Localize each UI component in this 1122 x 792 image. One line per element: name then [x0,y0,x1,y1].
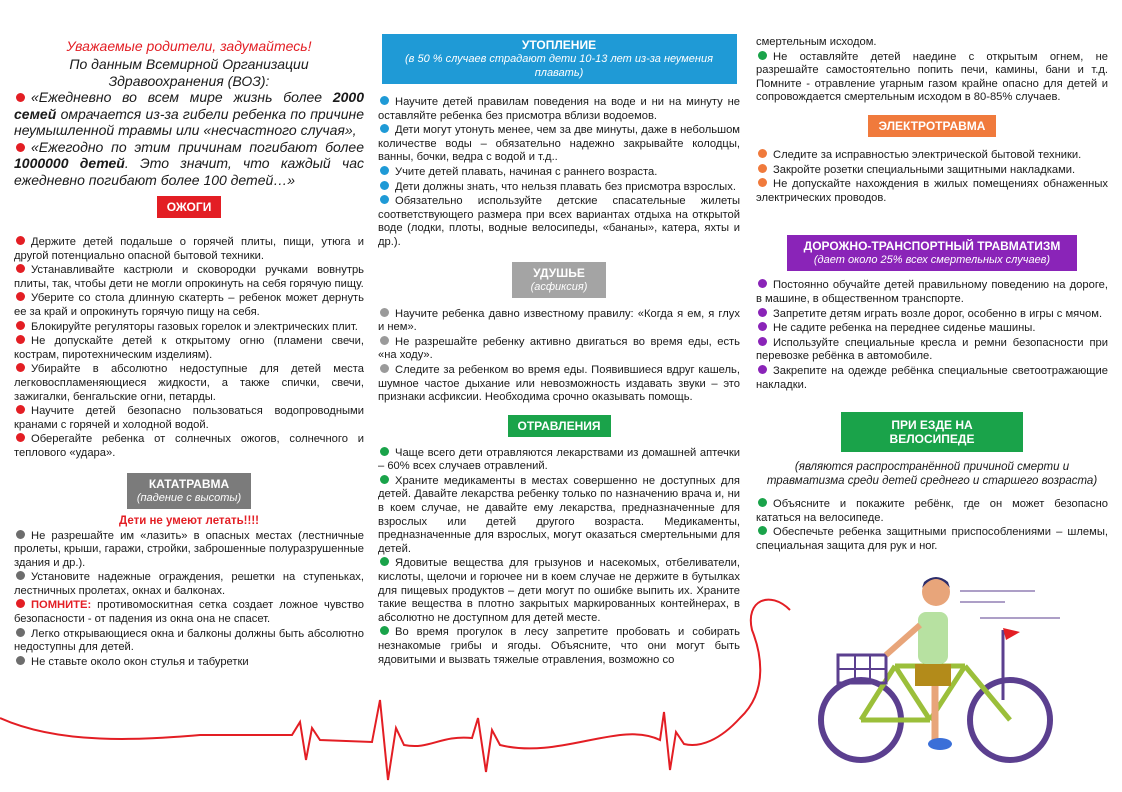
bullet-icon [758,164,767,173]
bullet-icon [380,96,389,105]
list-item: Постоянно обучайте детей правильному поведению на дороге, в машине, в общественном транспорте. [756,279,1108,305]
list-item: Ядовитые вещества для грызунов и насекомых, отбеливатели, кислоты, щелочи и горючее ни в коем случае не держите в бутылках для пищевых продуктов – дети могут по ошибке выпить их. Храните такие вещества в плотно закрытых маркированных контейнерах, в абсолютно не доступном для детей месте. [378,557,740,624]
list-item: Уберите со стола длинную скатерть – ребенок может дернуть ее за край и опрокинуть горячую пищу на себя. [14,292,364,318]
list-item: Во время прогулок в лесу запретите пробовать и собирать незнакомые грибы и ягоды. Объясните, что они могут быть ядовитыми и вызвать тяжелые отравления, возможно со [378,626,740,666]
bullet-icon [16,433,25,442]
electric-list [756,149,1108,205]
falls-list [14,530,364,670]
list-item: Не разрешайте ребенку активно двигаться во время еды, есть «на ходу». [378,335,740,362]
intro-quote-1: «Ежедневно во всем мире жизнь более 2000 семей омрачается из-за гибели ребенка по причине неумышленной травмы или «несчастного случая», [14,89,364,138]
bullet-icon [758,498,767,507]
bullet-icon [758,178,767,187]
list-item: Дети должны знать, что нельзя плавать без присмотра взрослых. [378,181,740,195]
intro-lead: По данным Всемирной Организации Здравоохранения (ВОЗ): [69,56,309,89]
list-item: Оберегайте ребенка от солнечных ожогов, солнечного и теплового «удара». [14,433,364,459]
list-item: Научите детей правилам поведения на воде и ни на минуту не оставляйте ребенка без присмотра вблизи водоемов. [378,96,740,122]
list-item: Блокируйте регуляторы газовых горелок и электрических плит. [14,321,364,335]
bullet-icon [758,365,767,374]
bicycle-icon [821,628,1050,760]
list-item: Обеспечьте ребенка защитными приспособлениями – шлемы, специальная защита для рук и ног. [756,526,1108,552]
bullet-icon [16,571,25,580]
bullet-icon [758,308,767,317]
bullet-icon [380,195,389,204]
list-item: Легко открывающиеся окна и балконы должны быть абсолютно недоступны для детей. [14,627,364,654]
list-item: Убирайте в абсолютно недоступные для детей места легковоспламеняющиеся жидкости, а также спички, свечи, зажигалки, бенгальские огни, петарды. [14,363,364,403]
bullet-icon [380,475,389,484]
poisoning-list [378,447,740,668]
bullet-icon [16,321,25,330]
list-item: ПОМНИТЕ: противомоскитная сетка создает ложное чувство безопасности - от падения из окна она не спасет. [14,599,364,626]
bullet-icon [16,264,25,273]
heading-choking: УДУШЬЕ (асфиксия) [512,262,606,298]
list-item: Следите за исправностью электрической бытовой техники. [756,149,1108,163]
bullet-icon [380,166,389,175]
list-item: Не разрешайте им «лазить» в опасных местах (лестничные пролеты, крыши, гаражи, стройки, заброшенные полуразрушенные здания и др.). [14,529,364,569]
bullet-icon [16,93,25,102]
bullet-icon [16,599,25,608]
bullet-icon [16,335,25,344]
bullet-icon [16,656,25,665]
list-item: Запретите детям играть возле дорог, особенно в игры с мячом. [756,308,1108,322]
heading-poisoning: ОТРАВЛЕНИЯ [508,415,611,437]
intro-block [14,38,364,188]
falls-note: Дети не умеют летать!!!! [119,514,259,527]
list-item: Не оставляйте детей наедине с открытым огнем, не разрешайте самостоятельно попить печи, камины, бани и т.д. Помните - отравление угарным газом крайне опасно для детей и сопровождается смертельным исходом в 80-85% случаев. [756,50,1108,104]
bullet-icon [380,447,389,456]
list-item: Не допускайте детей к открытому огню (пламени свечи, кострам, пиротехническим изделиям). [14,335,364,361]
traffic-list [756,279,1108,392]
list-item: Научите детей безопасно пользоваться водопроводными кранами с горячей и холодной водой. [14,405,364,431]
intro-quote-2: «Ежегодно по этим причинам погибают более 1000000 детей. Это значит, что каждый час ежедневно погибают более 100 детей…» [14,138,364,188]
list-item: Используйте специальные кресла и ремни безопасности при перевозке ребёнка в автомобиле. [756,336,1108,363]
list-item: Устанавливайте кастрюли и сковородки ручками вовнутрь плиты, так, чтобы дети не могли опрокинуть на себя горячую пищу. [14,264,364,290]
bullet-icon [758,526,767,535]
speed-lines-icon [960,591,1060,618]
bullet-icon [16,628,25,637]
list-item: Обязательно используйте детские спасательные жилеты соответствующего размера при всех вариантах отдыха на открытой воде (лодки, плоты, водные велосипеды, «бананы», катера, яхты и др.). [378,195,740,248]
drowning-list [378,96,740,250]
bullet-icon [380,626,389,635]
choking-list [378,308,740,405]
bullet-icon [758,279,767,288]
bullet-icon [16,530,25,539]
rider-icon [886,577,952,750]
bullet-icon [758,322,767,331]
list-item: Следите за ребенком во время еды. Появившиеся вдруг кашель, шумное частое дыхание или невозможность издавать звуки – это признаки асфиксии. Необходима срочно оказывать помощь. [378,363,740,404]
bullet-icon [380,124,389,133]
list-item: Храните медикаменты в местах совершенно не доступных для детей. Давайте лекарства ребенку только по назначению врача и, ни в коем случае, не давайте ему лекарства, предназначенные для взрослых или детей другого возраста. Медикаменты, предназначенные для взрослых, могут оказаться смертельными для детей. [378,474,740,555]
list-item: Закройте розетки специальными защитными накладками. [756,164,1108,178]
bullet-icon [380,336,389,345]
list-item: Держите детей подальше о горячей плиты, пищи, утюга и другой потенциально опасной бытовой техники. [14,236,364,262]
list-item: Не ставьте около окон стулья и табуретки [14,656,364,670]
list-item: Не садите ребенка на переднее сиденье машины. [756,322,1108,336]
list-item: Объясните и покажите ребёнк, где он может безопасно кататься на велосипеде. [756,498,1108,524]
heading-bicycle: ПРИ ЕЗДЕ НА ВЕЛОСИПЕДЕ [841,412,1023,452]
intro-title: Уважаемые родители, задумайтесь! [66,38,312,54]
list-item: Не допускайте нахождения в жилых помещениях обнаженных электрических проводов. [756,178,1108,204]
bullet-icon [16,292,25,301]
bullet-icon [16,143,25,152]
bullet-icon [758,337,767,346]
column-middle [378,30,740,668]
bullet-icon [380,181,389,190]
bullet-icon [758,51,767,60]
heading-burns: ОЖОГИ [157,196,222,218]
list-item: Установите надежные ограждения, решетки на ступеньках, лестничных пролетах, окнах и балконах. [14,571,364,597]
list-item: Учите детей плавать, начиная с раннего возраста. [378,166,740,180]
poisoning-continued: смертельным исходом. [756,36,877,48]
heading-traffic: ДОРОЖНО-ТРАНСПОРТНЫЙ ТРАВМАТИЗМ (дает около 25% всех смертельных случаев) [787,235,1077,271]
bullet-icon [380,308,389,317]
bullet-icon [380,364,389,373]
column-right [756,36,1108,554]
bullet-icon [16,363,25,372]
heading-drowning: УТОПЛЕНИЕ (в 50 % случаев страдают дети 10-13 лет из-за неумения плавать) [382,34,737,84]
bullet-icon [758,149,767,158]
list-item: Дети могут утонуть менее, чем за две минуты, даже в небольшом количестве воды – обязательно надежно закрывайте колодцы, ванны, бочки, ведра с водой и т.д.. [378,124,740,164]
heading-falls: КАТАТРАВМА (падение с высоты) [127,473,251,509]
bullet-icon [16,405,25,414]
list-item: Чаще всего дети отравляются лекарствами из домашней аптечки – 60% всех случаев отравлений. [378,446,740,473]
column-left [14,30,364,670]
list-item: Закрепите на одежде ребёнка специальные светоотражающие накладки. [756,364,1108,391]
list-item: Научите ребенка давно известному правилу: «Когда я ем, я глух и нем». [378,307,740,334]
bullet-icon [16,236,25,245]
bicycle-note: (являются распространённой причиной смерти и травматизма среди детей среднего и старшего возраста) [766,461,1098,488]
heading-electric: ЭЛЕКТРОТРАВМА [868,115,996,137]
bicycle-list [756,498,1108,553]
burns-list [14,236,364,461]
bullet-icon [380,557,389,566]
